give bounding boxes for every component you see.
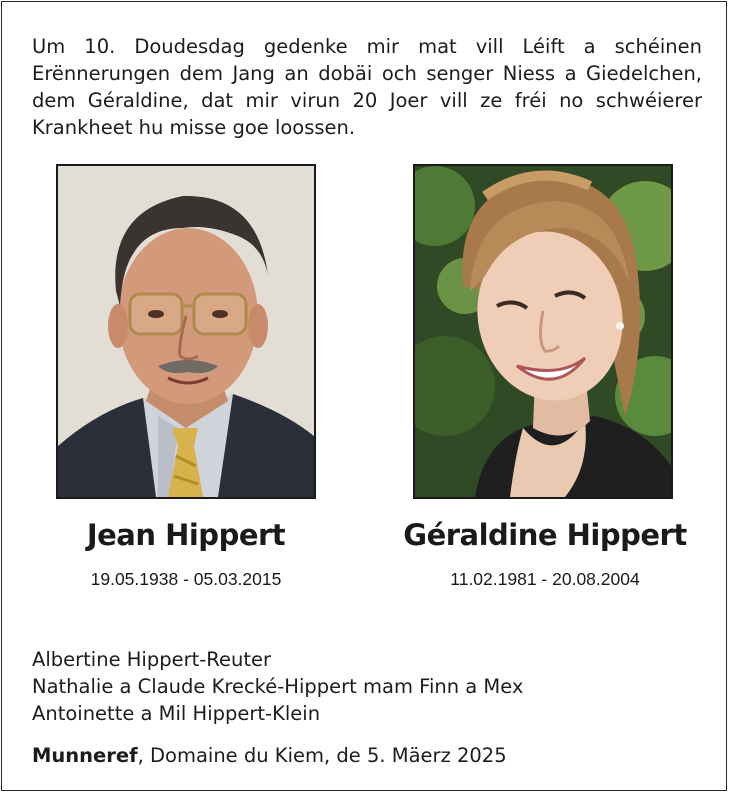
mourner-line: Albertine Hippert-Reuter — [32, 648, 271, 671]
intro-line: Erënnerungen dem Jang an dobäi och senger Niess a Giedelchen, — [32, 62, 702, 85]
place-and-date — [32, 742, 507, 769]
life-dates-jean: 19.05.1938 - 05.03.2015 — [90, 569, 282, 589]
mourner-line: Nathalie a Claude Krecké-Hippert mam Finn a Mex — [32, 675, 524, 698]
place-town: Munneref — [32, 744, 138, 767]
place-rest: , Domaine du Kiem, de 5. Mäerz 2025 — [137, 744, 507, 767]
intro-line: dem Géraldine, dat mir virun 20 Joer vill ze fréi no schwéierer — [32, 89, 702, 112]
deceased-name-geraldine: Géraldine Hippert — [403, 518, 687, 552]
mourners-list — [32, 646, 523, 727]
portrait-geraldine-hippert — [413, 164, 673, 499]
life-dates-geraldine: 11.02.1981 - 20.08.2004 — [450, 569, 640, 589]
portrait-jean-hippert — [56, 164, 316, 499]
intro-line: Um 10. Doudesdag gedenke mir mat vill Léift a schéinen — [32, 35, 702, 58]
deceased-name-jean: Jean Hippert — [86, 518, 286, 552]
intro-line: Krankheet hu misse goe loossen. — [32, 116, 356, 139]
intro-text — [32, 33, 702, 141]
mourner-line: Antoinette a Mil Hippert-Klein — [32, 702, 321, 725]
